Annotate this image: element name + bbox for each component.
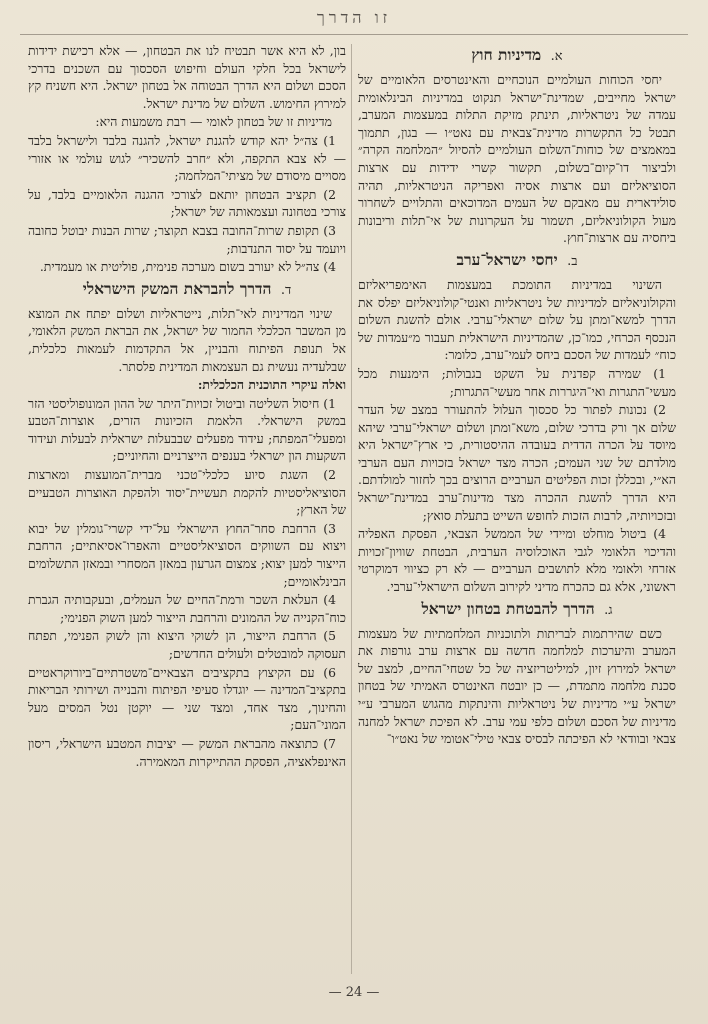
economy-item-7: 7) כתוצאה מהבראת המשק — יציבות המטבע הישראלי, ריסון האינפלאציה, הפסקת ההתייקרות המאמירה. xyxy=(28,735,346,769)
economy-item-3: 3) הרחבת סחר־החוץ הישראלי על־ידי קשרי־גומלין של יבוא ויצוא עם השווקים הסוציאליסטיים והאפרו־אסיאתיים; הרחבת הייצור למען יצוא; צמצום הגרעון במאזן המסחרי ובמאזן התשלומים הבינלאומיים; xyxy=(28,520,346,589)
economy-item-4: 4) העלאת השכר ורמת־החיים של העמלים, ובעקבותיה הגברת כוח־הקנייה של ההמונים והרחבת הייצור למען השוק הפנימי; xyxy=(28,592,346,625)
section-b-item-2: 2) נכונות לפתור כל סכסוך העלול להתעורר במצב של העדר שלום אך ורק בדרכי שלום, משא־ומתן ושלום ישראלי־ערבי שיהא מיוסד על הכרה הדדית בעובדה ההיסטורית, כי ארץ־ישראל היא מולדתם של שני העמים; הכרה מצד ישראל בזכויות העם הערבי הא״י, ובכללן זכות הפליטים הערביים הרוצים בכך לחזור למולדתם. היא הדרך להשגת ההכרה מצד מדינות־ערב במדינת־ישראל ובזכויותיה, לרבות הזכות לחופש השייט בתעלת סואץ; xyxy=(358,402,676,523)
section-b-item-4: 4) ביטול מוחלט ומיידי של הממשל הצבאי, הפסקת האפליה והדיכוי הלאומי לגבי האוכלוסיה הערבית, הבטחת שוויון־זכויות אזרחי ולאומי מלא לתושבים הערביים — לא רק כציווי דמוקרטי ראשוני, אלא גם כהכרח מדיני לקירוב השלום הישראלי־ערבי. xyxy=(358,526,676,595)
economy-item-1: 1) חיסול השליטה וביטול זכויות־היתר של ההון המונופוליסטי הזר במשק הישראלי. הלאמת הזכיונות הזרים, אוצרות־הטבע ומפעלי־המפתח; עידוד מפעלים שבבעלות ישראלית לבעלות ועידוד השקעות הון ישראלי בענפים הייצרניים והחיוניים; xyxy=(28,395,346,464)
left-intro-paragraph-1: בון, לא היא אשר תבטיח לנו את הבטחון, — אלא רכישת ידידות לישראל בכל חלקי העולם וחיפוש הסכסוך עם השכנים בדרכי הסכם ושלום היא הדרך הבטוחה אל בטחון ישראל. היא חשניח קץ למירוץ החימוש. השלום של מדינת ישראל. xyxy=(28,43,346,111)
section-c-paragraph: כשם שהירתמות לבריתות ולתוכניות המלחמתיות של מעצמות המערב והיערכות למלחמה חדשה עם ארצות ערב גורפות את ישראל למירוץ זיון, למיליטריזציה של כל שטחי־החיים, למצב של סכנת מלחמה מתמדת, — כן יובטח האינטרס האמיתי של בטחון ישראל ע״י מדיניות של ניטראליות והינתקות מהגוש המערבי ע״י מדיניות של הסכם ושלום כלפי עמי ערב. לא הפיכת ישראל למחנה צבאי ובוודאי לא הפיכתה לבסיס צבאי טילי־אטומי של נאט״ו־ xyxy=(358,625,676,747)
economy-item-6: 6) עם הקיצוץ בתקציבים הצבאיים־משטרתיים־ביורוקראטיים בתקציב־המדינה — יוגדלו סעיפי הפיתוח והבנייה ושירותי הבריאות והחינוך, מצד אחד, ומצד שני — יוקטן נטל המסים מעל המוני־העם; xyxy=(28,664,346,733)
section-d-letter: ד. xyxy=(280,282,292,298)
section-a-heading xyxy=(358,44,676,68)
section-d-paragraph: שינוי המדיניות לאי־תלות, נייטראליות ושלום יפתח את המוצא מן המשבר הכלכלי החמור של ישראל, את הבראת המשק הלאומי, אל תנופת הפיתוח והבניין, אל התקדמות לעמאות כלכלית, שבלעדיה נעשית גם העצמאות המדינית פלסתר. xyxy=(28,305,346,374)
section-d-subheading: ואלה עיקרי התוכנית הכלכלית: xyxy=(197,377,346,393)
section-d-heading xyxy=(28,278,346,302)
section-c-title: הדרך להבטחת בטחון ישראל xyxy=(421,598,595,618)
header-rule xyxy=(20,34,688,35)
section-b-paragraph: השינוי במדיניות התומכת במעצמות האימפריאליזם והקולוניאליזם למדיניות של ניטראליות ואנטי־קולוניאליזם יפלס את הדרך למשא־ומתן על שלום ישראלי־ערבי. אולם להשגת השלום הנכסף הכרחי, כמו־כן, שהמדיניות הישראלית תעבור מ״עמדות של כוח״ לעמדות של הסכם ביחס לעמי־ערב, כלומר: xyxy=(358,276,676,363)
section-b-item-1: 1) שמירה קפדנית על השקט בגבולות; הימנעות מכל מעשי־התגרות ואי־היגררות אחר מעשי־התגרות; xyxy=(358,365,676,399)
security-item-2: 2) תקציב הבטחון יותאם לצורכי ההגנה הלאומיים בלבד, על צורכי בטחונה ועצמאותה של ישראל; xyxy=(28,186,346,220)
running-head: זו הדרך xyxy=(316,8,392,27)
security-item-3: 3) תקופת שרות־החובה בצבא תקוצר; שרות הבנות יבוטל כחובה ויועמד על יסוד התנדבות; xyxy=(28,222,346,256)
section-c-heading xyxy=(358,598,676,622)
left-column xyxy=(28,42,346,977)
economy-item-5: 5) הרחבת הייצור, הן לשוקי היצוא והן לשוק הפנימי, תפתח תעסוקה למובטלים ולעולים החדשים; xyxy=(28,628,346,661)
section-a-letter: א. xyxy=(550,49,563,64)
left-intro-paragraph-2: מדיניות זו של בטחון לאומי — רבת משמעות היא: xyxy=(95,114,332,130)
section-b-heading xyxy=(358,249,676,273)
section-d-title: הדרך להבראת המשק הישראלי xyxy=(82,278,272,298)
section-a-paragraph: יחסי הכוחות העולמיים הנוכחיים והאינטרסים הלאומיים של ישראל מחייבים, שמדינת־ישראל תנקוט במדיניות הבינלאומית עמדה של ניטראליות, תינתק מזיקת התלות במעצמות המערב, תבטל כל התקשרות מדינית־צבאית עם נאט״ו — בגון, תתמוך במאמצים של כוחות־השלום העולמיים להסיול ״המלחמה הקרה״ ולביצור דו־קיום־בשלום, תקשור קשרי ידידות עם ארצות הסוציאליזם ועם ארצות אסיה ואפריקה הניטראליות, תהיה סולידארית עם מאבקם של העמים המדוכאים והתלויים לשחרור מעול הקולוניאליזם, תשמור על העקרונות של אי־תלות וריבונות ביחסיה עם ארצות־חוץ. xyxy=(358,72,676,246)
economy-item-2: 2) השגת סיוע כלכלי־טכני מברית־המועצות ומארצות הסוציאליסטיות להקמת תעשיית־יסוד ולהפקת האוצרות הטבעיים של הארץ; xyxy=(28,467,346,518)
section-c-letter: ג. xyxy=(604,602,613,618)
security-item-1: 1) צה״ל יהא קודש להגנת ישראל, להגנה בלבד ולישראל בלבד — לא צבא התקפה, ולא ״חרב להשכיר״ לגוש עולמי או אזורי מסויים מיסודם של מציתי־המלחמה; xyxy=(28,132,346,184)
security-item-4: 4) צה״ל לא יעורב בשום מערכה פנימית, פוליטית או מעמדית. xyxy=(39,259,336,275)
section-a-title: מדיניות חוץ xyxy=(471,45,542,64)
section-b-title: יחסי ישראל־ערב xyxy=(456,249,558,269)
column-divider xyxy=(351,44,352,974)
page-number: — 24 — xyxy=(328,985,380,1000)
section-b-letter: ב. xyxy=(567,253,578,269)
right-column xyxy=(358,42,676,977)
